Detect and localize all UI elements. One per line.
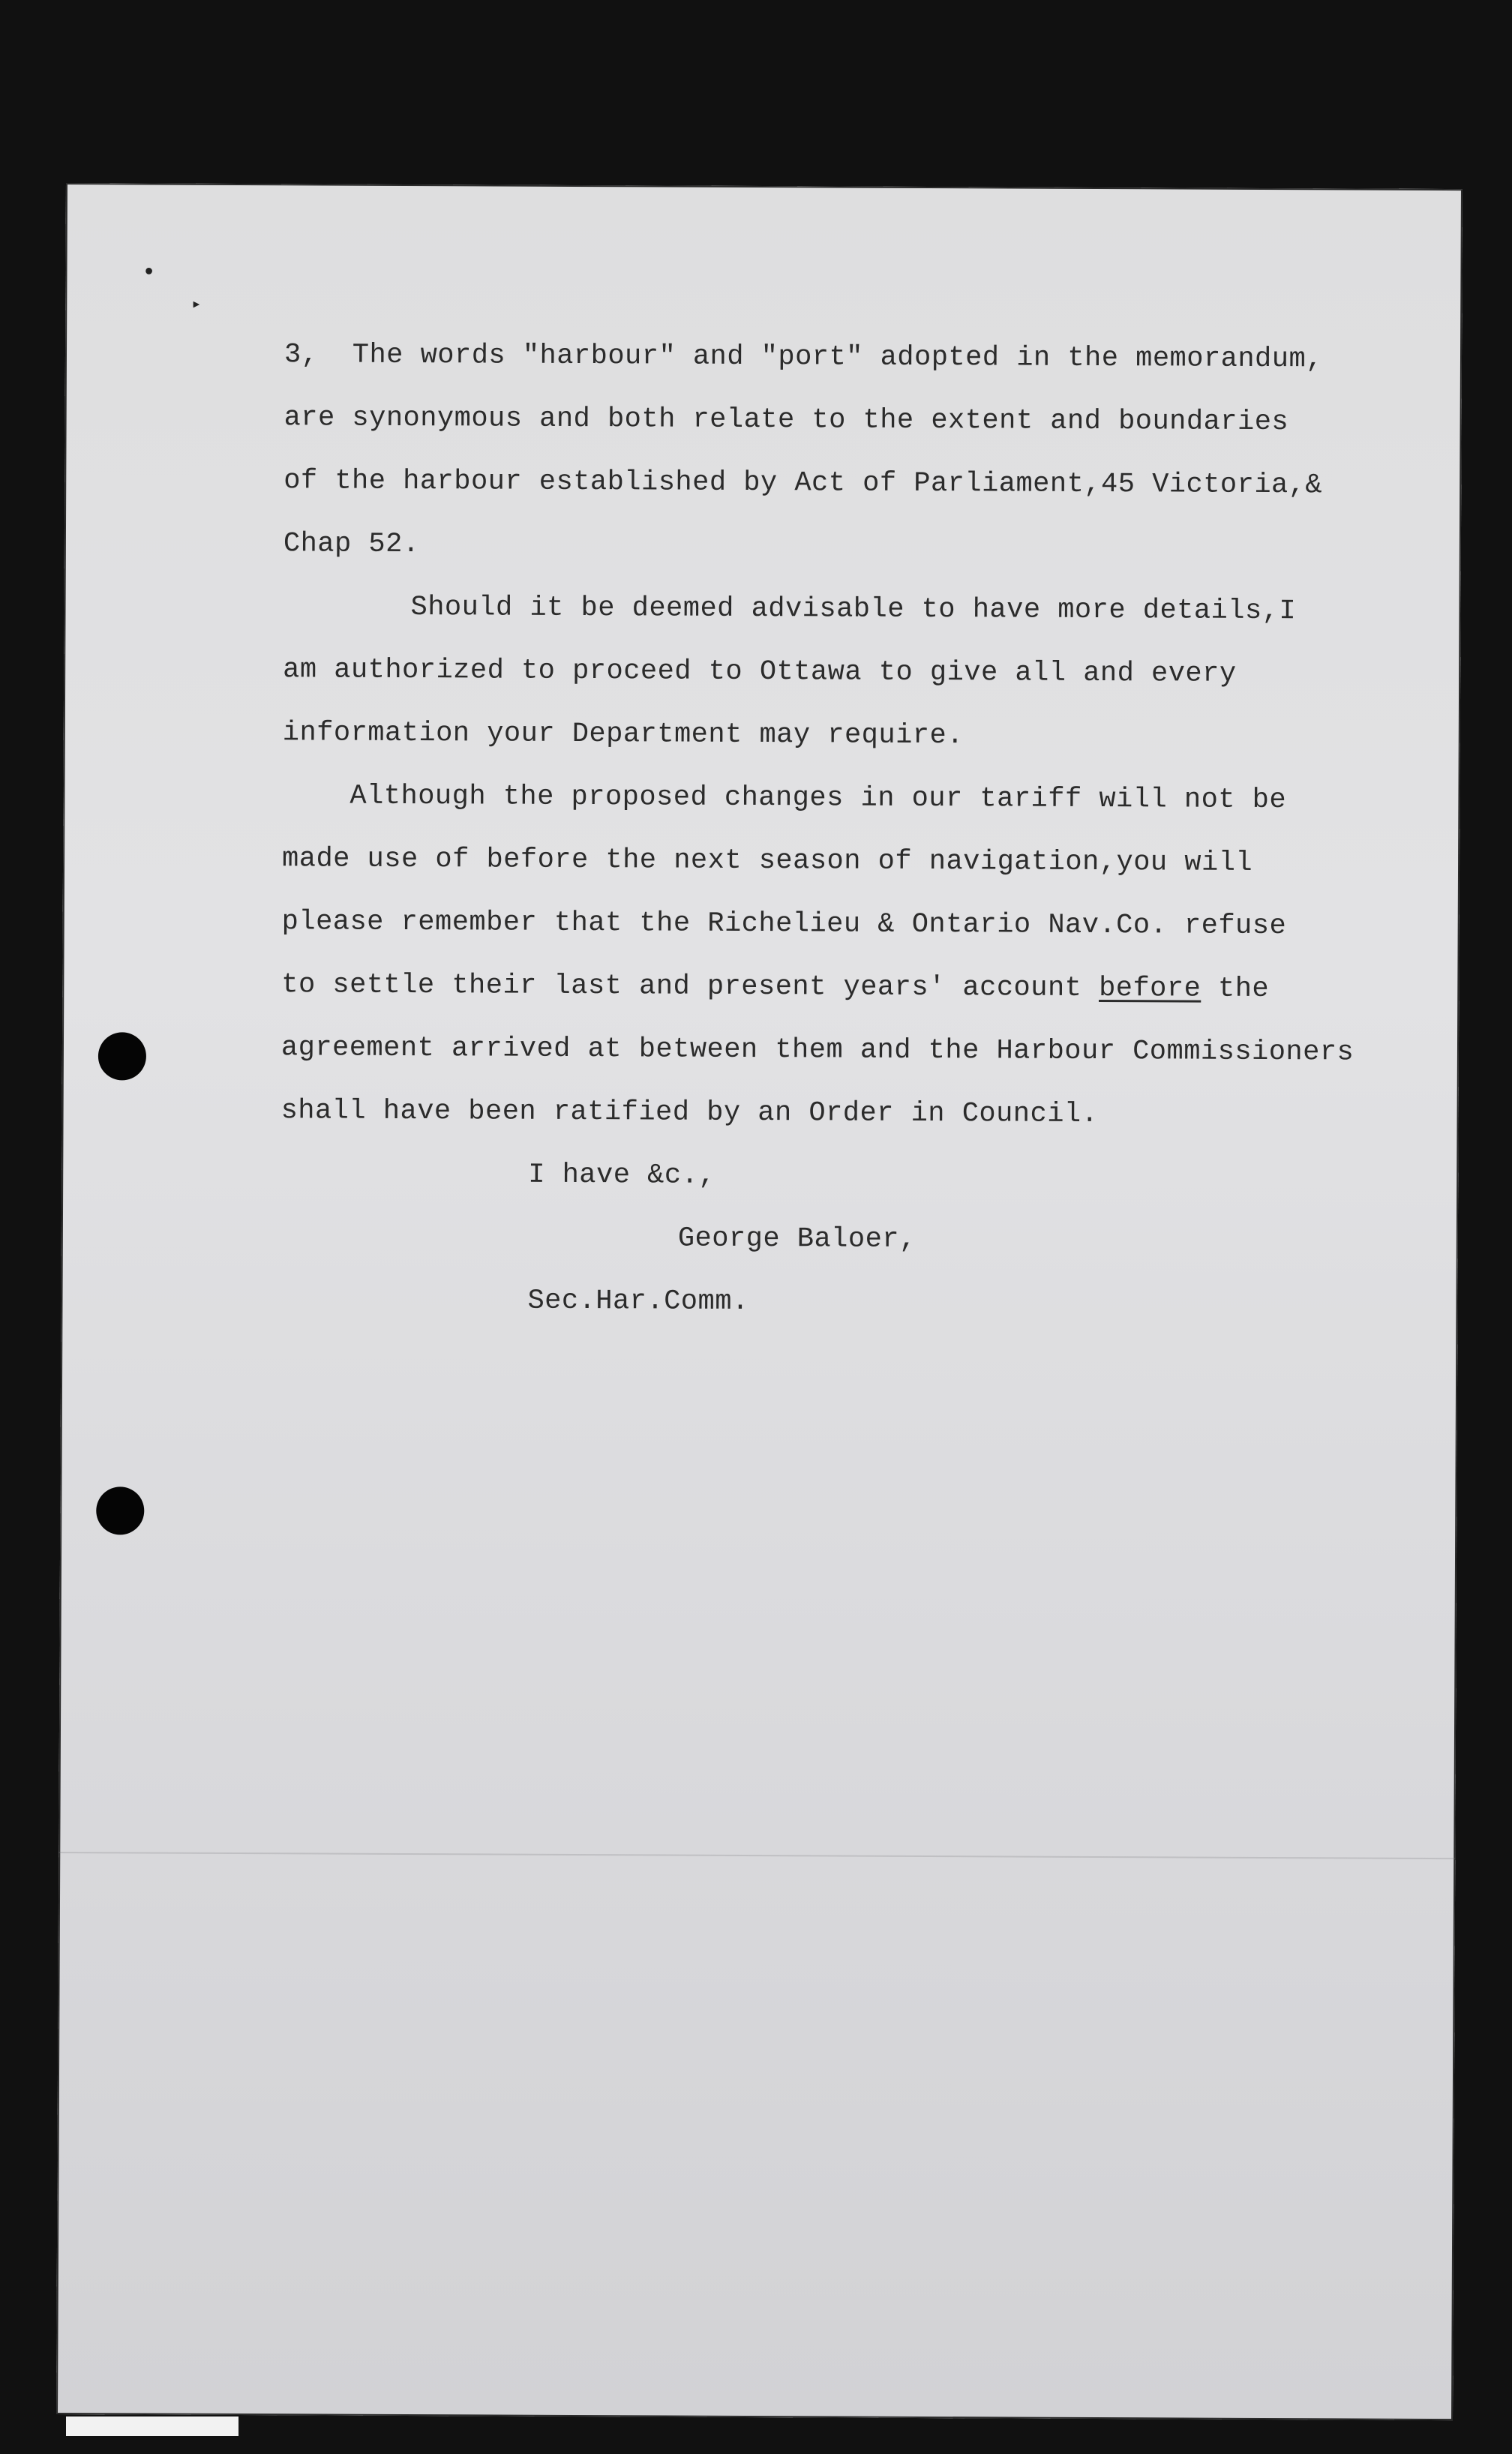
paragraph-3-line: Chap 52. (283, 528, 420, 561)
letter-body (280, 323, 1354, 1336)
signatory-title: Sec.Har.Comm. (527, 1285, 749, 1318)
paragraph-3-line: of the harbour established by Act of Parliament,45 Victoria,& (284, 465, 1323, 502)
document-page (56, 183, 1462, 2420)
paragraph-5-line: made use of before the next season of navigation,you will (281, 843, 1253, 879)
film-edge-strip (66, 2416, 238, 2436)
paragraph-3-line: are synonymous and both relate to the extent and boundaries (284, 402, 1289, 439)
paragraph-5-line: shall have been ratified by an Order in Council. (280, 1095, 1099, 1131)
paragraph-5-line (281, 953, 1346, 1021)
underlined-word: before (1099, 973, 1202, 1005)
closing-salutation: I have &c., (528, 1159, 716, 1192)
paragraph-4-line: information your Department may require. (282, 717, 964, 752)
margin-mark: • (142, 259, 156, 286)
paragraph-3-line: 3, The words "harbour" and "port" adopted in the memorandum, (284, 339, 1324, 376)
line-text: to settle their last and present years' account (281, 969, 1100, 1005)
paragraph-4-line: am authorized to proceed to Ottawa to give all and every (283, 654, 1237, 690)
fold-line (58, 1852, 1455, 1859)
line-text: the (1201, 973, 1270, 1006)
signature: George Baloer, (677, 1222, 916, 1256)
paragraph-5-line: agreement arrived at between them and the Harbour Commissioners (280, 1032, 1354, 1069)
punch-hole (98, 1032, 146, 1080)
paragraph-5-line: Although the proposed changes in our tariff will not be (350, 780, 1287, 817)
paragraph-5-line: please remember that the Richelieu & Ontario Nav.Co. refuse (281, 906, 1287, 943)
punch-hole (96, 1486, 144, 1534)
margin-mark: ▸ (191, 294, 202, 314)
paragraph-4-line: Should it be deemed advisable to have more details,I (410, 592, 1297, 628)
